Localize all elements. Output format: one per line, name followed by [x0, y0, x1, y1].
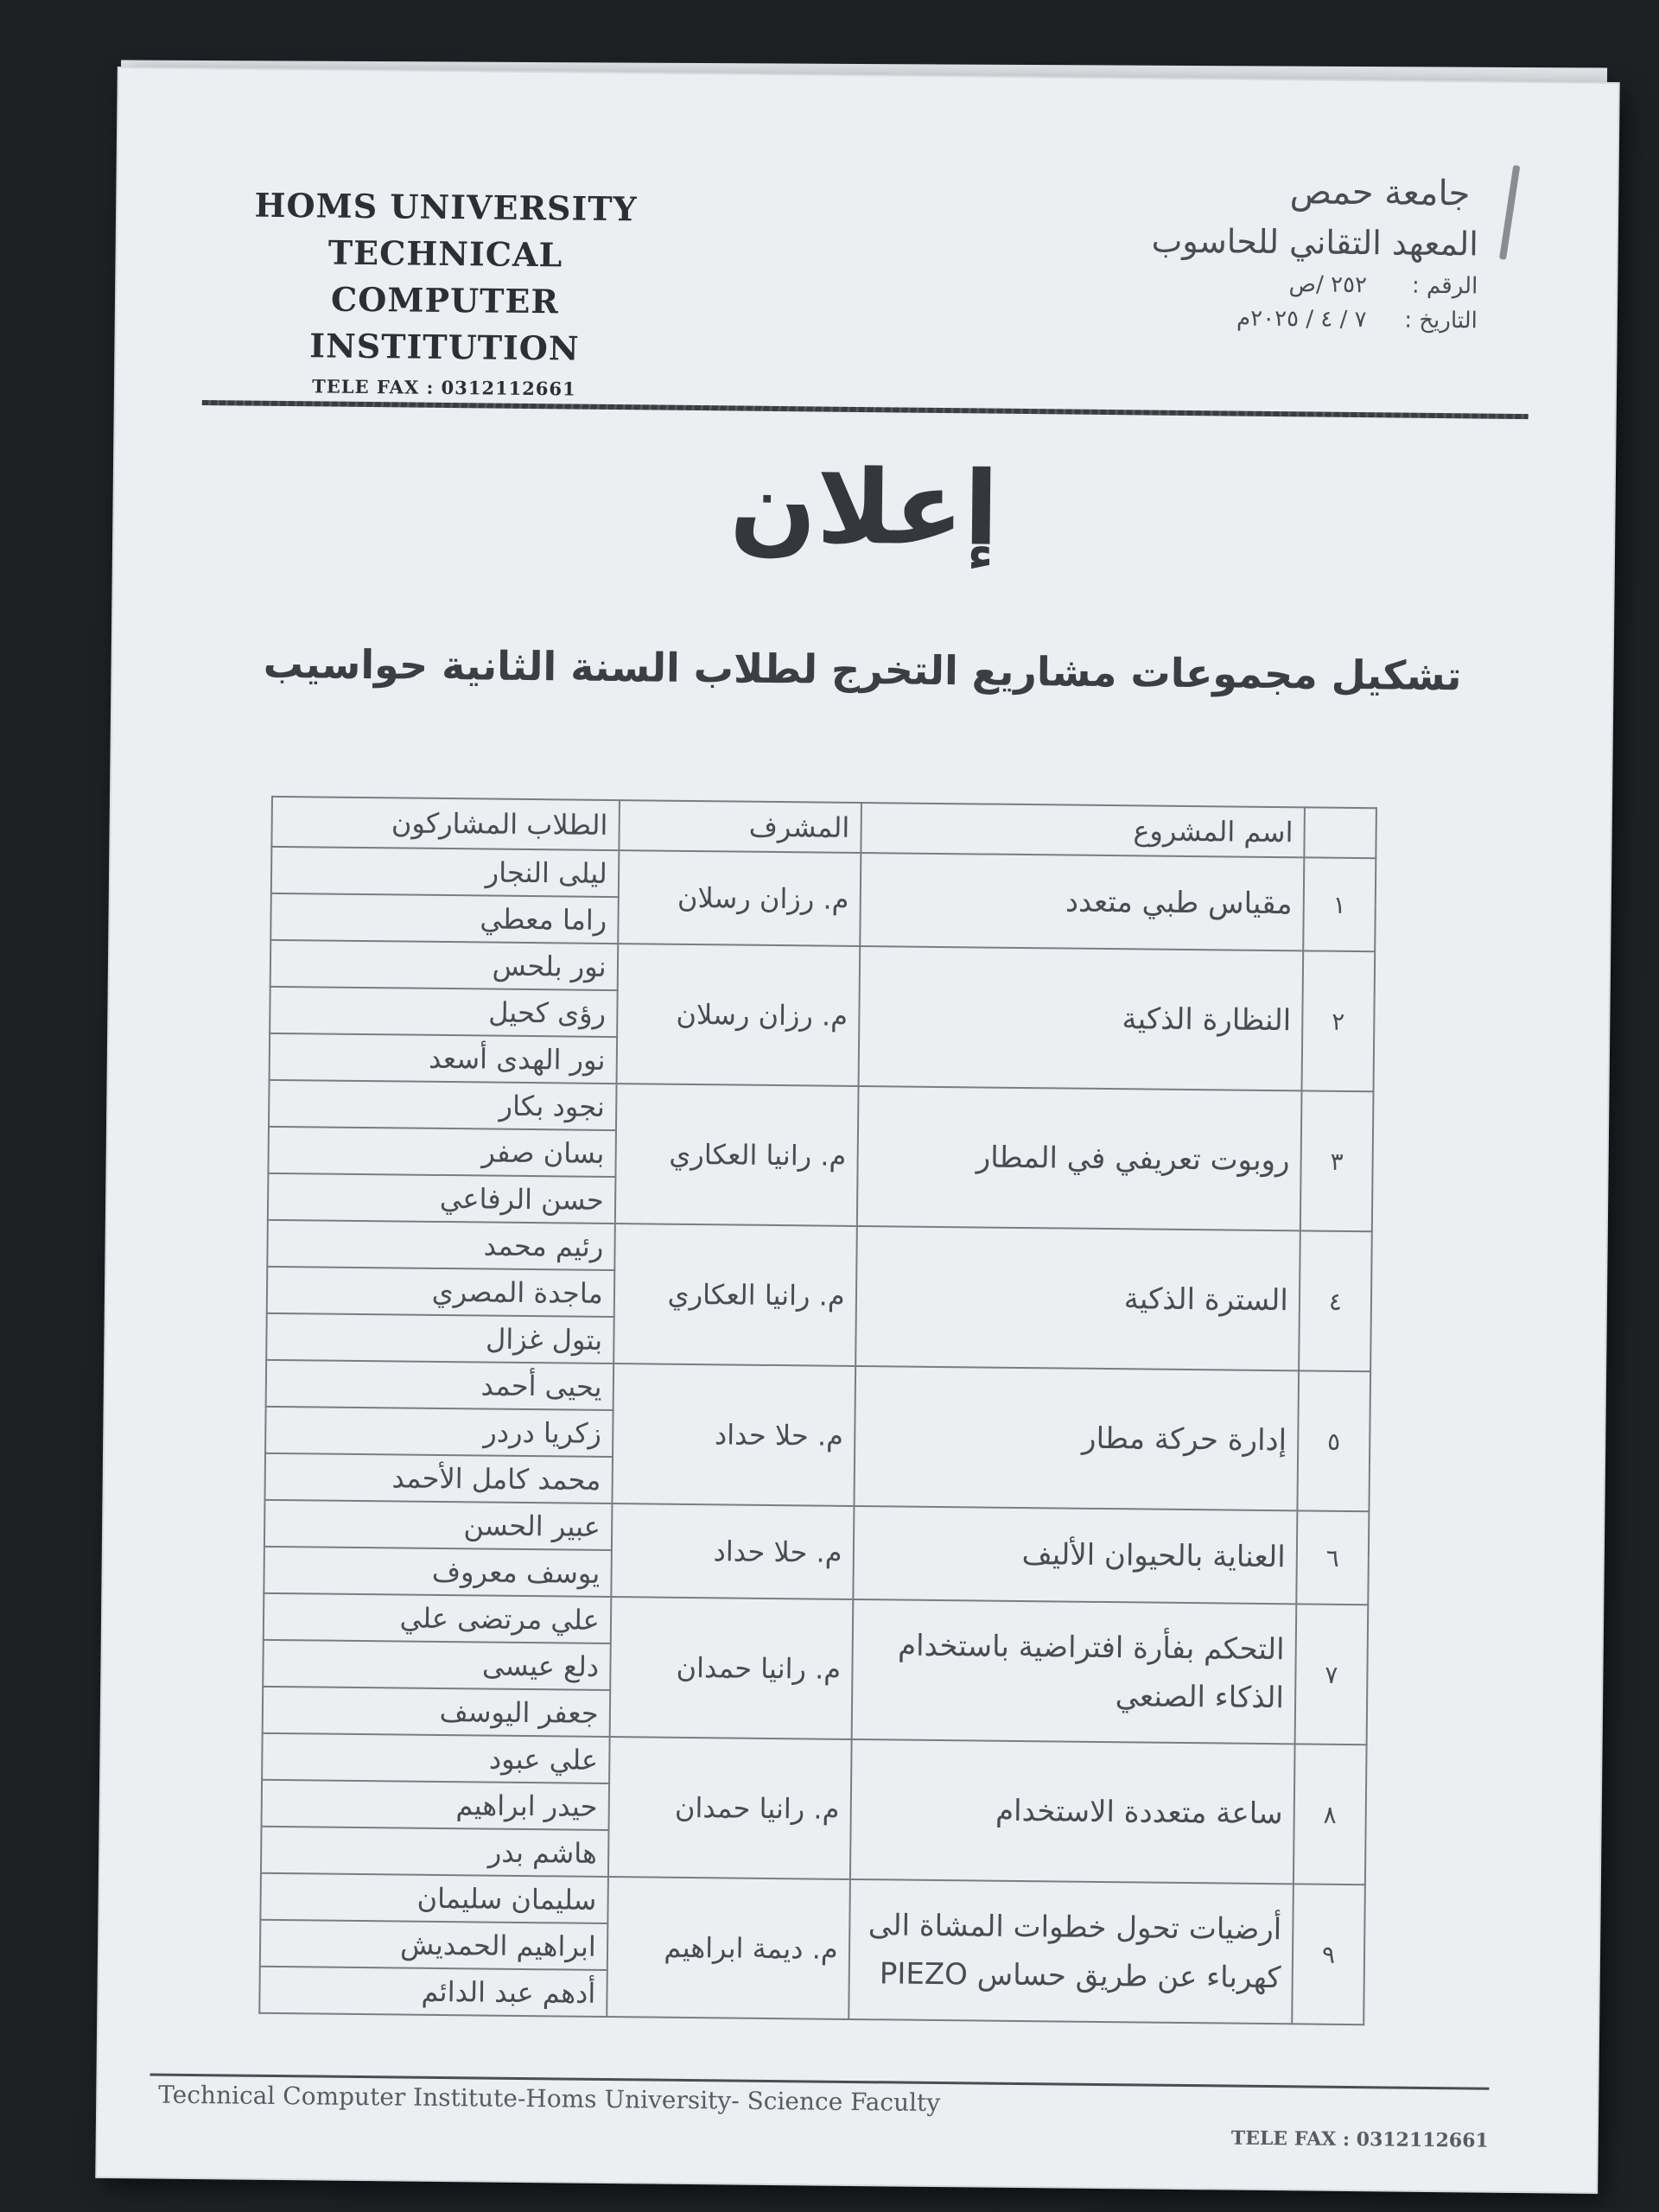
- student-name: محمد كامل الأحمد: [264, 1453, 612, 1503]
- project-number: ٧: [1294, 1604, 1368, 1745]
- header-en-telefax: TELE FAX : 0312112661: [312, 375, 576, 400]
- project-supervisor: م. حلا حداد: [611, 1503, 854, 1599]
- project-supervisor: م. حلا حداد: [612, 1363, 855, 1506]
- document-date: [1028, 299, 1478, 338]
- header-project: اسم المشروع: [861, 803, 1305, 857]
- student-name: راما معطي: [270, 893, 618, 944]
- project-name: مقياس طبي متعدد: [860, 853, 1304, 950]
- project-name: النظارة الذكية: [858, 946, 1303, 1090]
- project-number: ٤: [1299, 1230, 1372, 1371]
- student-name: سليمان سليمان: [260, 1873, 607, 1923]
- student-name: حسن الرفاعي: [268, 1173, 615, 1224]
- header-num: [1304, 807, 1376, 858]
- student-name: يحيى أحمد: [266, 1360, 613, 1410]
- ref-label: الرقم :: [1411, 272, 1478, 300]
- student-name: حيدر ابراهيم: [262, 1780, 609, 1830]
- project-supervisor: م. رانيا حمدان: [608, 1737, 852, 1879]
- project-number: ٣: [1300, 1090, 1374, 1231]
- project-number: ٢: [1301, 950, 1375, 1091]
- footer-telefax: TELE FAX : 0312112661: [1230, 2126, 1489, 2152]
- project-supervisor: م. رزان رسلان: [618, 850, 861, 946]
- student-name: رئيم محمد: [267, 1220, 614, 1270]
- ref-value: ٢٥٢ /ص: [1288, 271, 1368, 299]
- project-name: العناية بالحيوان الأليف: [853, 1506, 1297, 1604]
- student-name: دلع عيسى: [263, 1640, 610, 1690]
- project-supervisor: م. رزان رسلان: [616, 944, 860, 1086]
- student-name: ماجدة المصري: [267, 1267, 614, 1317]
- project-number: ١: [1303, 857, 1376, 951]
- student-name: يوسف معروف: [264, 1547, 611, 1597]
- project-name: ساعة متعددة الاستخدام: [850, 1739, 1295, 1884]
- project-supervisor: م. ديمة ابراهيم: [607, 1877, 850, 2019]
- student-name: أدهم عبد الدائم: [259, 1967, 607, 2017]
- project-number: ٦: [1296, 1510, 1369, 1605]
- reference-number: [1028, 264, 1478, 303]
- project-number: ٩: [1292, 1884, 1365, 2024]
- student-name: نور بلحس: [270, 940, 618, 990]
- student-name: علي عبود: [262, 1733, 609, 1783]
- project-number: ٥: [1297, 1370, 1370, 1511]
- header-ar-institute: المعهد التقاني للحاسوب: [1151, 221, 1479, 264]
- project-name: روبوت تعريفي في المطار: [856, 1086, 1301, 1230]
- project-name: السترة الذكية: [855, 1226, 1300, 1370]
- header-ar-university: جامعة حمص: [1289, 172, 1471, 214]
- student-name: بسان صفر: [268, 1127, 615, 1177]
- student-name: نور الهدى أسعد: [270, 1033, 617, 1084]
- announcement-title: إعلان: [728, 446, 1000, 569]
- document-page: [97, 68, 1618, 2192]
- student-name: عبير الحسن: [264, 1500, 612, 1550]
- student-name: بتول غزال: [266, 1313, 613, 1363]
- date-value: ٧ / ٤ / ٢٠٢٥م: [1236, 305, 1367, 334]
- header-en-institution: INSTITUTION: [309, 326, 580, 368]
- project-supervisor: م. رانيا العكاري: [613, 1224, 857, 1366]
- header-english: [211, 181, 680, 408]
- project-name: التحكم بفأرة افتراضية باستخدام الذكاء الصنعي: [851, 1599, 1296, 1744]
- project-name: أرضيات تحول خطوات المشاة الى كهرباء عن طريق حساس PIEZO: [849, 1879, 1294, 2024]
- header-arabic: [1028, 164, 1479, 338]
- footer: [149, 2073, 1490, 2153]
- project-supervisor: م. رانيا العكاري: [615, 1084, 859, 1226]
- project-number: ٨: [1294, 1744, 1367, 1885]
- pen-mark: [1499, 165, 1520, 260]
- student-name: زكريا دردر: [265, 1407, 613, 1457]
- announcement-subtitle: تشكيل مجموعات مشاريع التخرج لطلاب السنة الثانية حواسيب: [263, 639, 1462, 700]
- header-en-technical: TECHNICAL COMPUTER: [327, 232, 563, 321]
- student-name: ابراهيم الحمديش: [260, 1920, 607, 1970]
- projects-table: [258, 796, 1377, 2025]
- header-en-university: HOMS UNIVERSITY: [254, 185, 638, 229]
- student-name: رؤى كحيل: [270, 987, 617, 1037]
- footer-institute: Technical Computer Institute-Homs University- Science Faculty: [158, 2080, 941, 2118]
- header-supervisor: المشرف: [619, 800, 861, 853]
- project-supervisor: م. رانيا حمدان: [609, 1597, 853, 1739]
- project-name: إدارة حركة مطار: [854, 1366, 1299, 1510]
- student-name: هاشم بدر: [261, 1827, 608, 1877]
- student-name: علي مرتضى علي: [264, 1593, 611, 1643]
- student-name: نجود بكار: [269, 1080, 616, 1130]
- date-label: التاريخ :: [1404, 307, 1478, 334]
- header-students: الطلاب المشاركون: [271, 797, 619, 850]
- student-name: ليلى النجار: [271, 847, 619, 897]
- header-divider: [202, 400, 1529, 419]
- student-name: جعفر اليوسف: [263, 1687, 610, 1737]
